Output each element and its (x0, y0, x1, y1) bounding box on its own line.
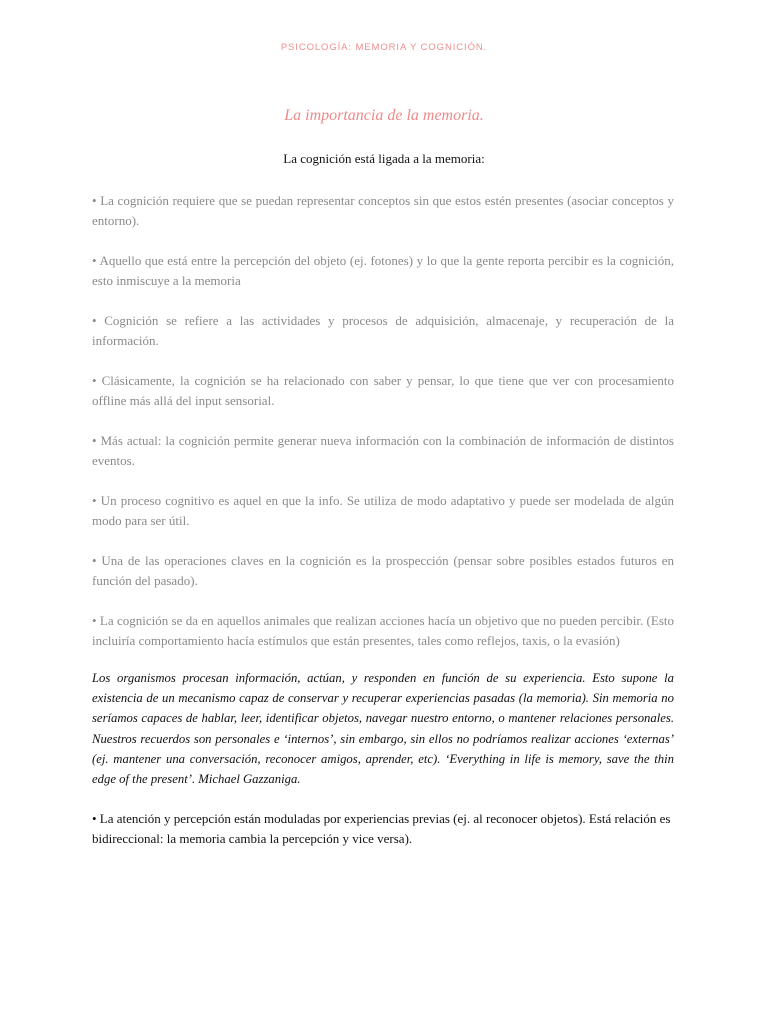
final-bullet-paragraph: • La atención y percepción están moduladas por experiencias previas (ej. al reconocer objetos). Está relación es bidireccional: la memoria cambia la percepción y vice versa). (92, 811, 671, 847)
running-header: PSICOLOGÍA: MEMORIA Y COGNICIÓN. (280, 42, 488, 53)
bullet-paragraph: • La cognición se da en aquellos animales que realizan acciones hacía un objetivo que no pueden percibir. (Esto incluiría comportamiento hacía estímulos que están presentes, tales como reflejos, taxis, o la evasión) (92, 613, 674, 648)
bullet-paragraph: • Aquello que está entre la percepción del objeto (ej. fotones) y lo que la gente reporta percibir es la cognición, esto inmiscuye a la memoria (92, 253, 674, 288)
bullet-paragraph: • Una de las operaciones claves en la cognición es la prospección (pensar sobre posibles estados futuros en función del pasado). (92, 553, 674, 588)
bullet-paragraph: • Cognición se refiere a las actividades y procesos de adquisición, almacenaje, y recuperación de la información. (92, 313, 674, 348)
bullet-paragraph: • Clásicamente, la cognición se ha relacionado con saber y pensar, lo que tiene que ver con procesamiento offline más allá del input sensorial. (92, 373, 674, 408)
bullet-paragraph: • Un proceso cognitivo es aquel en que la info. Se utiliza de modo adaptativo y puede ser modelada de algún modo para ser útil. (92, 493, 674, 528)
section-subtitle: La cognición está ligada a la memoria: (283, 151, 485, 166)
quote-paragraph: Los organismos procesan información, actúan, y responden en función de su experiencia. Esto supone la existencia de un mecanismo capaz de conservar y recuperar experiencias pasadas (la memoria). Sin memoria no seríamos capaces de hablar, leer, identificar objetos, navegar nuestro entorno, o mantener relaciones personales. Nuestros recuerdos son personales e ‘internos’, sin embargo, sin ellos no podríamos realizar acciones ‘externas’ (ej. mantener una conversación, reconocer amigos, aprender, etc). ‘Everything in life is memory, save the thin edge of the present’. Michael Gazzaniga. (92, 671, 674, 787)
bullet-paragraph: • Más actual: la cognición permite generar nueva información con la combinación de información de distintos eventos. (92, 433, 674, 468)
bullet-paragraph: • La cognición requiere que se puedan representar conceptos sin que estos estén presentes (asociar conceptos y entorno). (92, 193, 674, 228)
section-title: La importancia de la memoria. (284, 107, 484, 124)
content-body (92, 191, 674, 849)
